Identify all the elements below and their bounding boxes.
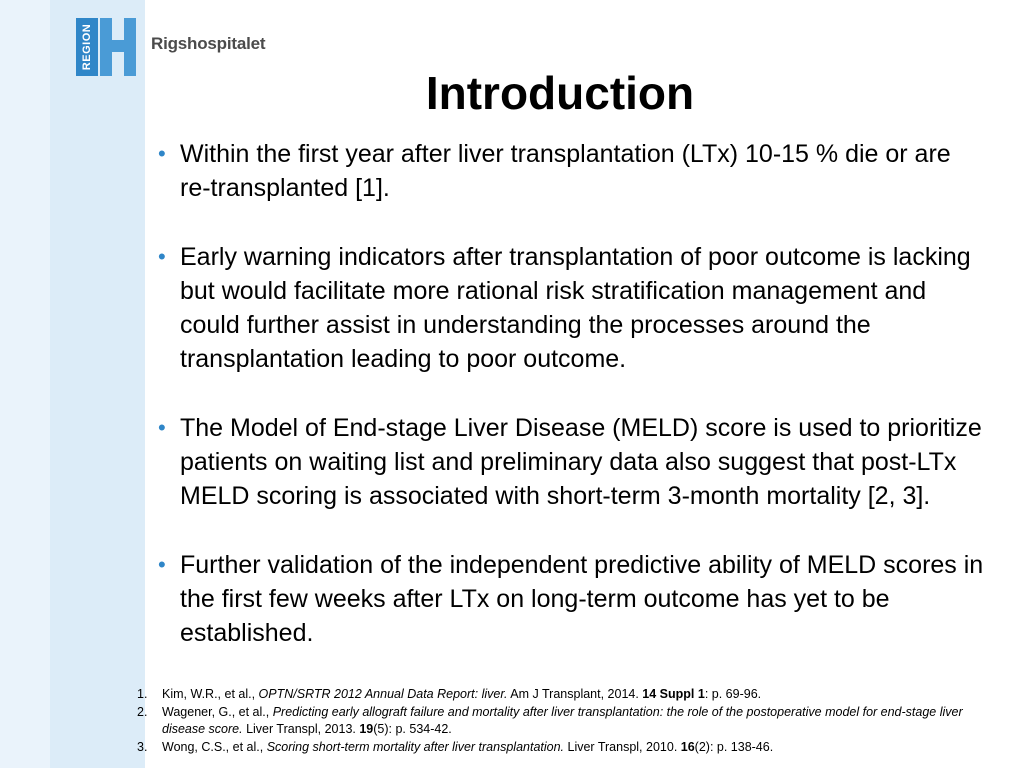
bullet-item — [155, 240, 985, 377]
bullet-item — [155, 548, 985, 651]
reference-pages: (5): p. 534-42. — [373, 722, 452, 736]
reference-pages: : p. 69-96. — [704, 687, 762, 701]
reference-journal: Am J Transplant, 2014. — [507, 687, 643, 701]
reference-number: 1. — [137, 687, 148, 701]
reference-list — [137, 686, 1007, 756]
bullet-text: Early warning indicators after transplantation of poor outcome is lacking but would facilitate more rational risk stratification management and could further assist in understanding the processes around the transplantation leading to poor outcome. — [180, 242, 971, 374]
reference-volume: 16 — [680, 739, 695, 754]
bullet-text: The Model of End-stage Liver Disease (MELD) score is used to prioritize patients on waiting list and preliminary data also suggest that post-LTx MELD scoring is associated with short-term 3-month mortality [2, 3]. — [180, 413, 982, 511]
reference-item — [137, 739, 1007, 757]
reference-volume: 14 Suppl 1 — [642, 687, 705, 701]
bullet-dot-icon: • — [158, 141, 166, 166]
reference-authors: Wagener, G., et al., — [162, 704, 273, 719]
slide-title: Introduction — [425, 67, 695, 119]
reference-pages: (2): p. 138-46. — [694, 739, 774, 754]
reference-item — [137, 686, 1007, 704]
reference-volume: 19 — [359, 722, 374, 736]
bullet-dot-icon: • — [158, 243, 166, 269]
reference-title: Scoring short-term mortality after liver transplantation. — [266, 739, 565, 754]
reference-journal: Liver Transpl, 2013. — [242, 722, 360, 736]
reference-title: Predicting early allograft failure and mortality after liver transplantation: the role of the postoperative model for end-stage liver disease score. — [162, 704, 963, 736]
bullet-dot-icon: • — [158, 551, 166, 577]
bullet-text: Within the first year after liver transplantation (LTx) 10-15 % die or are re-transplanted [1]. — [180, 140, 951, 203]
reference-title: OPTN/SRTR 2012 Annual Data Report: liver. — [258, 687, 508, 701]
reference-authors: Kim, W.R., et al., — [162, 687, 259, 701]
reference-authors: Wong, C.S., et al., — [162, 739, 267, 754]
reference-number: 2. — [137, 704, 148, 719]
bullet-text: Further validation of the independent predictive ability of MELD scores in the first few weeks after LTx on long-term outcome has yet to be established. — [180, 550, 984, 648]
logo-region-text: REGION — [81, 23, 93, 71]
brand-name: Rigshospitalet — [151, 34, 266, 53]
bullet-item — [155, 411, 985, 514]
left-stripe-dark — [50, 0, 148, 768]
reference-number: 3. — [137, 739, 148, 754]
logo-h-mark — [100, 18, 136, 76]
logo-region-block — [76, 18, 98, 76]
logo-h-crossbar — [110, 40, 126, 52]
bullet-list — [155, 137, 985, 685]
left-stripe-light — [0, 0, 50, 768]
bullet-item — [155, 137, 985, 206]
region-h-logo — [76, 18, 136, 76]
reference-journal: Liver Transpl, 2010. — [564, 739, 681, 754]
reference-item — [137, 704, 1007, 739]
bullet-dot-icon: • — [158, 414, 166, 440]
